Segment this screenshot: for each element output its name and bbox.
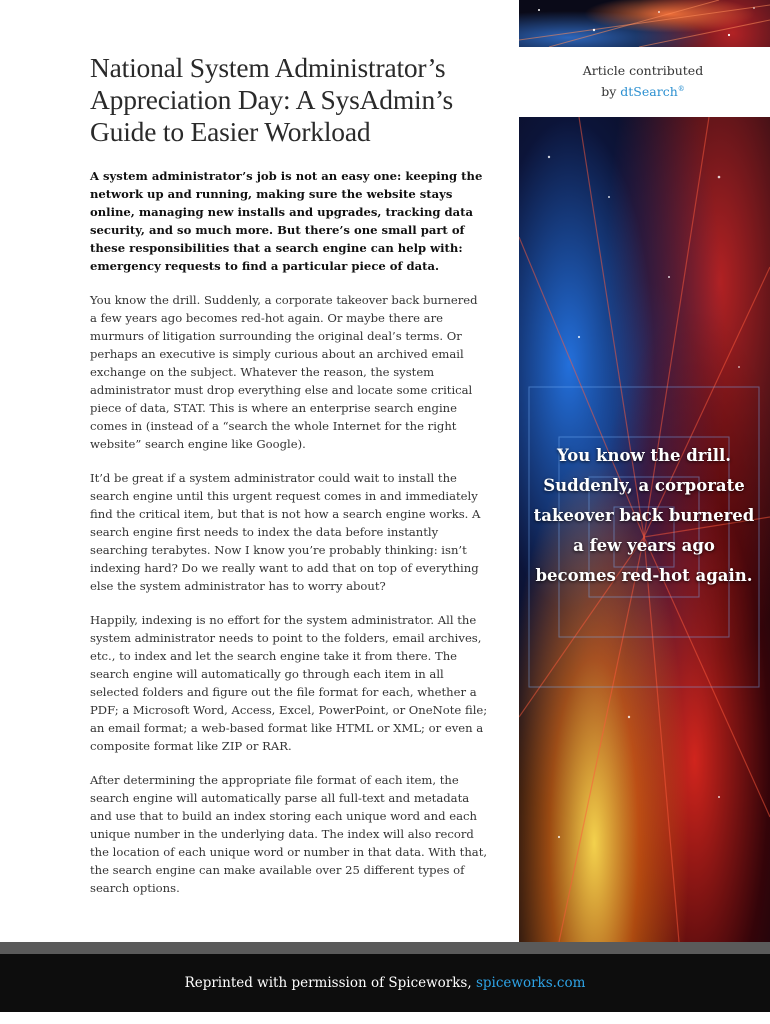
article-credit: [548, 62, 738, 101]
credit-company-link[interactable]: dtSearch: [620, 84, 678, 100]
header-image: [519, 0, 770, 47]
article-paragraph-2: It’d be great if a system administrator could wait to install the search engine until this urgent request comes in and immediately find the critical item, but that is not how a search engine works. A search engine first needs to index the data before instantly searching terabytes. Now I know you’re probably thinking: isn’t indexing hard? Do we really want to add that on top of everything else the system administrator has to worry about?: [90, 471, 481, 593]
article-lead: A system administrator’s job is not an easy one: keeping the network up and running, making sure the website stays online, managing new installs and upgrades, tracking data security, and so much more. But there’s one small part of these responsibilities that a search engine can help with: emergency requests to find a particular piece of data.: [90, 169, 483, 273]
article-paragraph-1: You know the drill. Suddenly, a corporate takeover back burnered a few years ago becomes red-hot again. Or maybe there are murmurs of litigation surrounding the original deal’s terms. Or perhaps an executive is simply curious about an archived email exchange on the subject. Whatever the reason, the system administrator must drop everything else and locate some critical piece of data, STAT. This is where an enterprise search engine comes in (instead of a “search the whole Internet for the right website” search engine like Google).: [90, 293, 478, 451]
credit-by-line: [548, 80, 738, 101]
pull-quote: You know the drill. Suddenly, a corporate takeover back burnered a few years ago becomes red-hot again.: [533, 446, 755, 585]
registered-mark: ®: [677, 85, 685, 93]
article-paragraph-3: Happily, indexing is no effort for the system administrator. All the system administrator needs to point to the folders, email archives, etc., to index and let the search engine take it from there. The search engine will automatically go through each item in all selected folders and figure out the file format for each, whether a PDF; a Microsoft Word, Access, Excel, PowerPoint, or OneNote file; an email format; a web-based format like HTML or XML; or even a composite format like ZIP or RAR.: [90, 613, 488, 753]
article-title: National System Administrator’s Appreciation Day: A SysAdmin’s Guide to Easier Workload: [90, 52, 453, 147]
article: [90, 52, 488, 913]
article-paragraph-4: After determining the appropriate file format of each item, the search engine will automatically parse all full-text and metadata and use that to build an index storing each unique word and each unique number in the underlying data. The index will also record the location of each unique word or number in that data. With that, the search engine can make available over 25 different types of search options.: [90, 773, 488, 895]
footer-link[interactable]: spiceworks.com: [475, 975, 586, 991]
credit-line: Article contributed: [582, 63, 704, 78]
footer: [0, 954, 770, 1012]
footer-text: Reprinted with permission of Spiceworks,: [184, 975, 476, 991]
credit-by: by: [601, 84, 621, 100]
footer-divider: [0, 942, 770, 954]
